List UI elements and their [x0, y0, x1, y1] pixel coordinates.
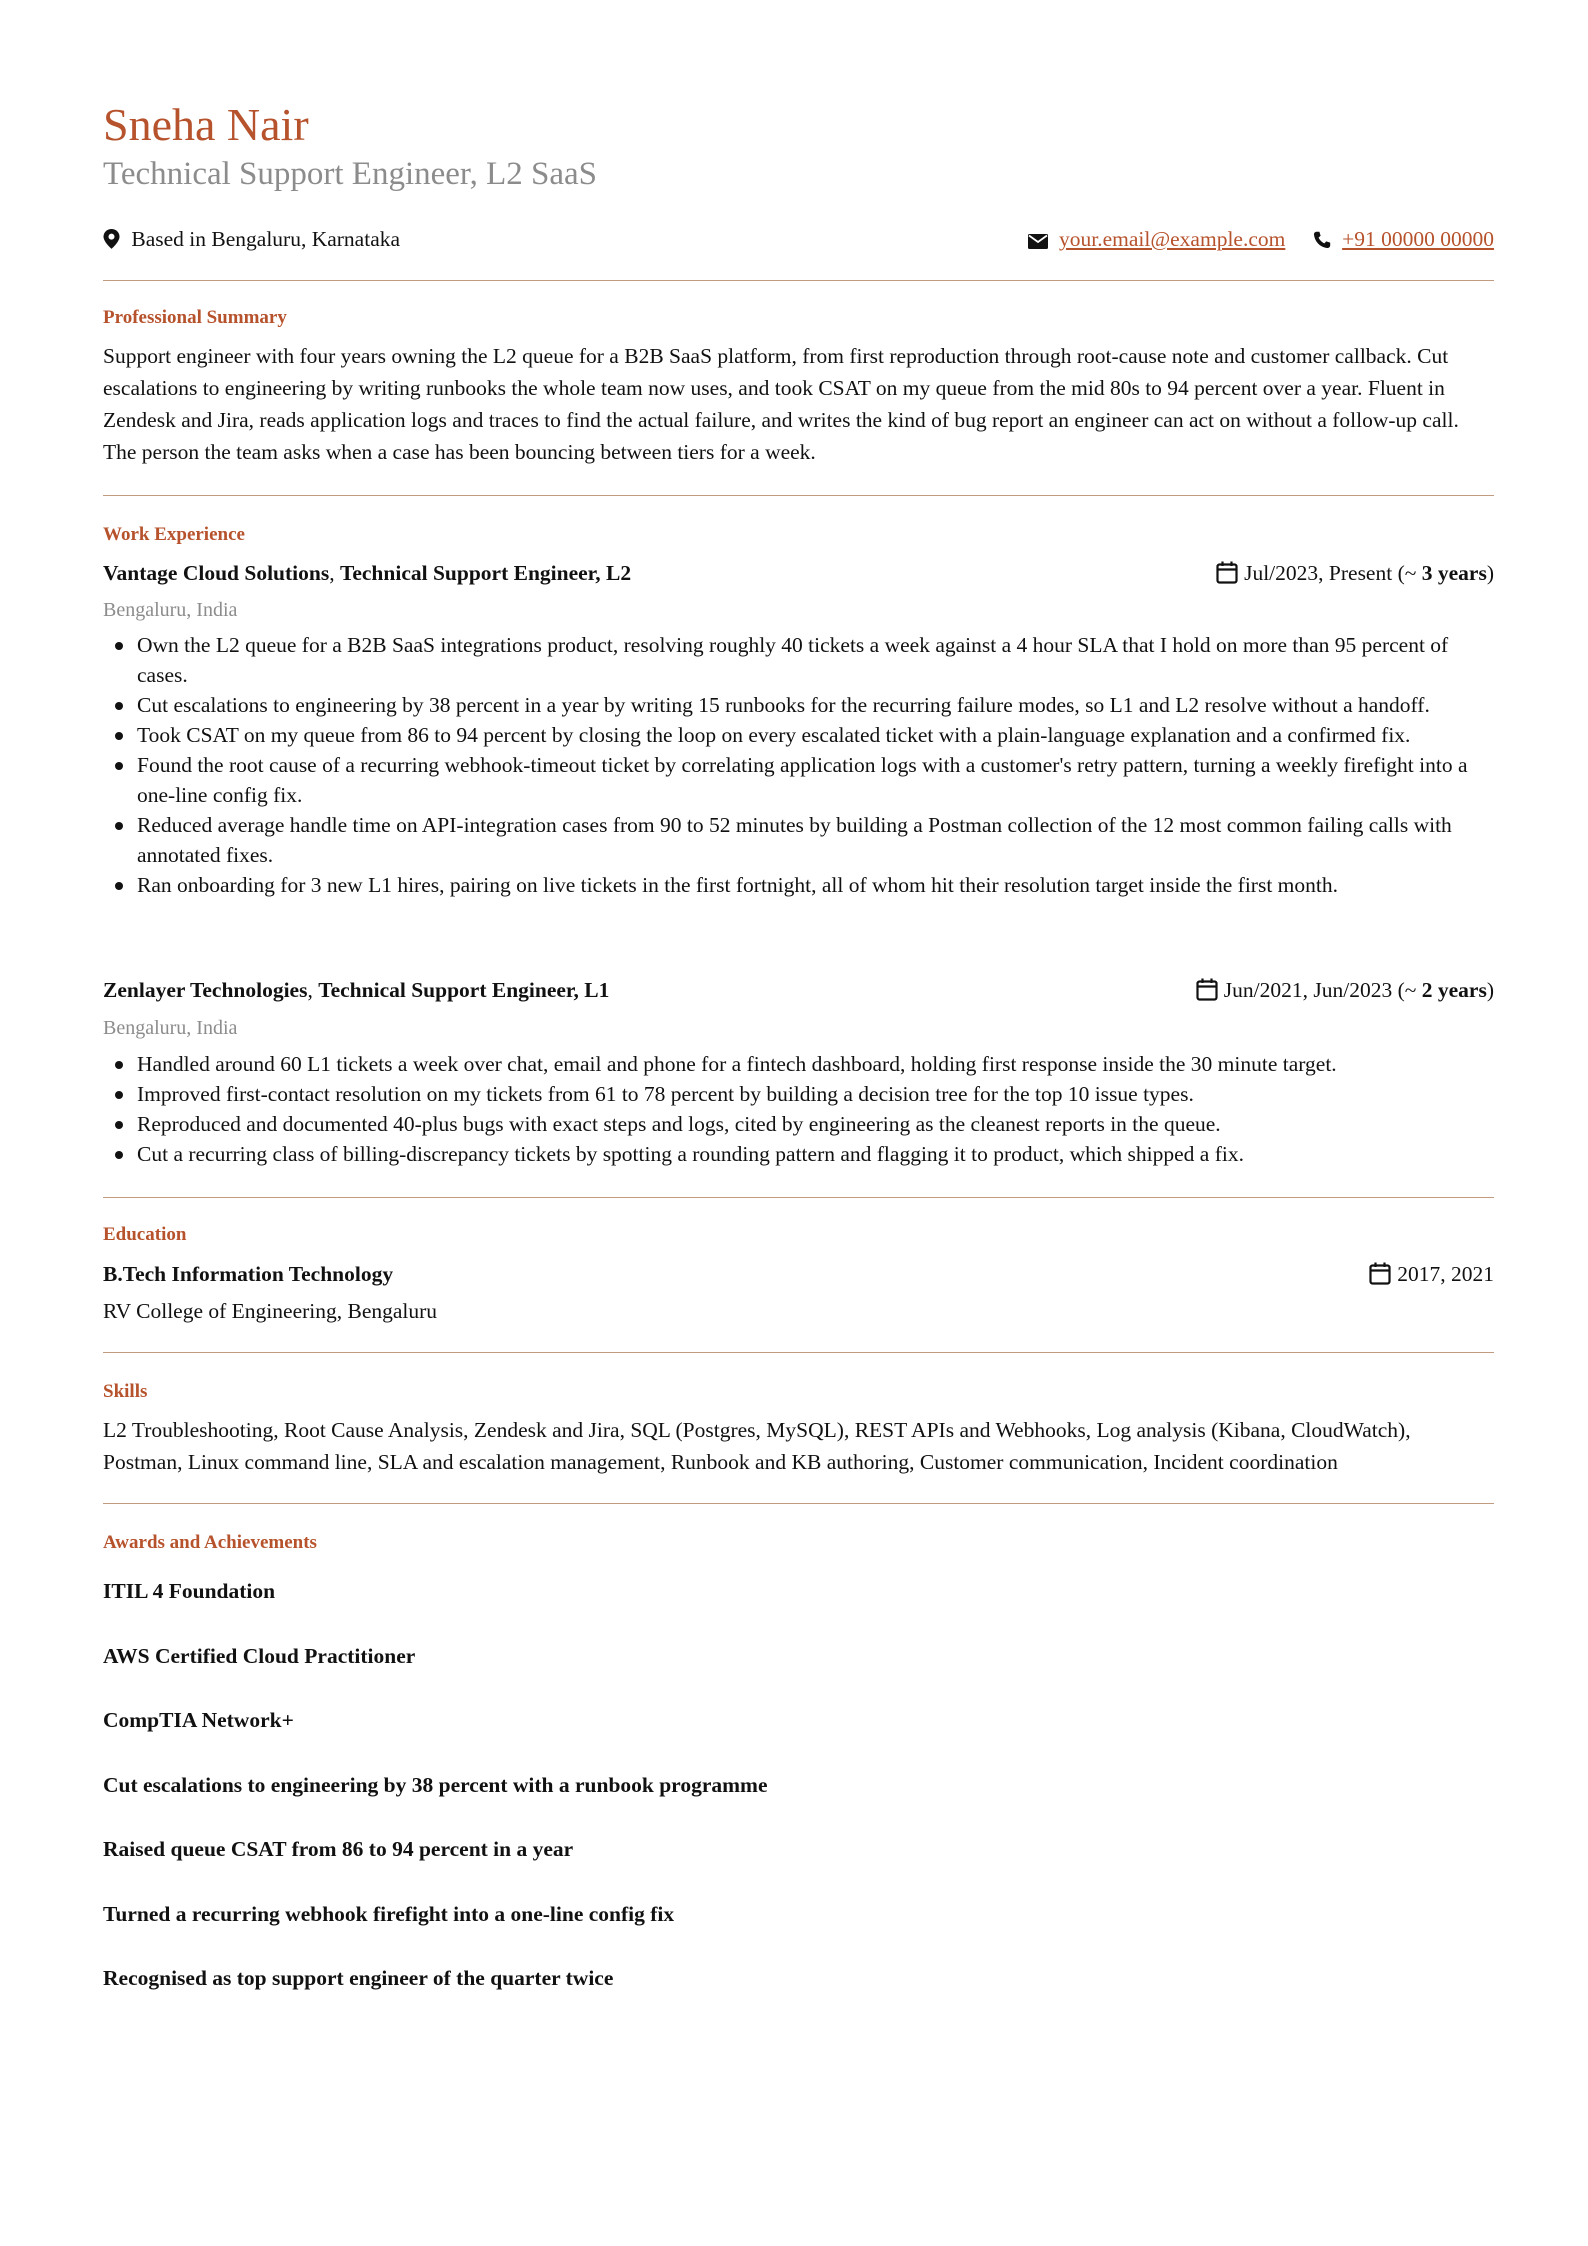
- list-item: Own the L2 queue for a B2B SaaS integrations product, resolving roughly 40 tickets a week against a 4 hour SLA that I hold on more than 95 percent of cases.: [137, 630, 1494, 690]
- job-bullets: [103, 630, 1494, 900]
- experience-heading: Work Experience: [103, 524, 245, 545]
- list-item: Cut a recurring class of billing-discrepancy tickets by spotting a rounding pattern and flagging it to product, which shipped a fix.: [137, 1139, 1494, 1169]
- job-duration: 2 years: [1421, 978, 1487, 1002]
- job-date-text: Jun/2021, Jun/2023 (~: [1223, 978, 1422, 1002]
- award-item: CompTIA Network+: [103, 1708, 294, 1732]
- list-item: Reproduced and documented 40-plus bugs with exact steps and logs, cited by engineering as the cleanest reports in the queue.: [137, 1109, 1494, 1139]
- skills-text: L2 Troubleshooting, Root Cause Analysis, Zendesk and Jira, SQL (Postgres, MySQL), REST APIs and Webhooks, Log analysis (Kibana, CloudWatch), Postman, Linux command line, SLA and escalation management, Runbook and KB authoring, Customer communication, Incident coordination: [103, 1418, 1411, 1474]
- education-dates: [1369, 1259, 1494, 1289]
- divider: [103, 1503, 1494, 1504]
- award-item: Raised queue CSAT from 86 to 94 percent in a year: [103, 1837, 574, 1861]
- job-date-close: ): [1486, 978, 1494, 1002]
- award-item: ITIL 4 Foundation: [103, 1579, 276, 1603]
- job-header: [103, 558, 1494, 588]
- divider: [103, 1197, 1494, 1198]
- list-item: Found the root cause of a recurring webhook-timeout ticket by correlating application logs with a customer's retry pattern, turning a weekly firefight into a one-line config fix.: [137, 750, 1494, 810]
- list-item: Reduced average handle time on API-integration cases from 90 to 52 minutes by building a Postman collection of the 12 most common failing calls with annotated fixes.: [137, 810, 1494, 870]
- institution-row: [103, 1296, 1494, 1326]
- contact-links: [1028, 224, 1494, 254]
- location-text: Based in Bengaluru, Karnataka: [131, 227, 401, 251]
- job-title: Technical Support Engineer, L2 SaaS: [103, 156, 597, 192]
- location-pin-icon: [103, 227, 125, 251]
- job-company: Zenlayer Technologies: [103, 978, 308, 1002]
- list-item: Improved first-contact resolution on my tickets from 61 to 78 percent by building a decision tree for the top 10 issue types.: [137, 1079, 1494, 1109]
- education-heading: Education: [103, 1224, 187, 1245]
- job-role: Technical Support Engineer, L2: [339, 561, 632, 585]
- email-link[interactable]: your.email@example.com: [1058, 227, 1286, 251]
- job-date-close: ): [1486, 561, 1494, 585]
- calendar-icon: [1196, 978, 1224, 1002]
- skills-heading: Skills: [103, 1381, 148, 1402]
- job-company: Vantage Cloud Solutions: [103, 561, 330, 585]
- job-role: Technical Support Engineer, L1: [318, 978, 610, 1002]
- education-years: 2017, 2021: [1397, 1262, 1494, 1286]
- award-item: AWS Certified Cloud Practitioner: [103, 1644, 416, 1668]
- institution: RV College of Engineering, Bengaluru: [103, 1299, 438, 1323]
- job-header: [103, 975, 1494, 1005]
- calendar-icon: [1369, 1262, 1397, 1286]
- phone-link[interactable]: +91 00000 00000: [1342, 227, 1494, 251]
- job-date-text: Jul/2023, Present (~: [1244, 561, 1422, 585]
- summary-text: Support engineer with four years owning the L2 queue for a B2B SaaS platform, from first reproduction through root-cause note and customer callback. Cut escalations to engineering by writing runbooks the whole team now uses, and took CSAT on my queue from the mid 80s to 94 percent over a year. Fluent in Zendesk and Jira, reads application logs and traces to find the actual failure, and writes the kind of bug report an engineer can act on without a follow-up call. The person the team asks when a case has been bouncing between tiers for a week.: [103, 344, 1459, 464]
- degree: B.Tech Information Technology: [103, 1262, 394, 1286]
- calendar-icon: [1216, 561, 1244, 585]
- envelope-icon: [1028, 227, 1053, 251]
- awards-heading: Awards and Achievements: [103, 1532, 317, 1553]
- job-bullets: [103, 1049, 1494, 1169]
- job-title-line: Vantage Cloud Solutions, Technical Support Engineer, L2: [103, 561, 632, 585]
- award-item: Recognised as top support engineer of the quarter twice: [103, 1966, 614, 1990]
- divider: [103, 1352, 1494, 1353]
- award-item: Turned a recurring webhook firefight into a one-line config fix: [103, 1902, 675, 1926]
- summary-heading: Professional Summary: [103, 307, 287, 328]
- job-duration: 3 years: [1421, 561, 1487, 585]
- award-item: Cut escalations to engineering by 38 percent with a runbook programme: [103, 1773, 768, 1797]
- job-title-line: Zenlayer Technologies, Technical Support Engineer, L1: [103, 978, 610, 1002]
- job-location: Bengaluru, India: [103, 599, 238, 621]
- education-header: [103, 1259, 1494, 1289]
- list-item: Cut escalations to engineering by 38 percent in a year by writing 15 runbooks for the recurring failure modes, so L1 and L2 resolve without a handoff.: [137, 690, 1494, 720]
- list-item: Handled around 60 L1 tickets a week over chat, email and phone for a fintech dashboard, holding first response inside the 30 minute target.: [137, 1049, 1494, 1079]
- location: [103, 224, 400, 254]
- candidate-name: Sneha Nair: [103, 99, 309, 150]
- list-item: Took CSAT on my queue from 86 to 94 percent by closing the loop on every escalated ticket with a plain-language explanation and a confirmed fix.: [137, 720, 1494, 750]
- job-dates: [1196, 975, 1494, 1005]
- phone-icon: [1313, 227, 1336, 251]
- divider: [103, 280, 1494, 281]
- contact-row: [103, 224, 1494, 254]
- list-item: Ran onboarding for 3 new L1 hires, pairing on live tickets in the first fortnight, all of whom hit their resolution target inside the first month.: [137, 870, 1494, 900]
- job-dates: [1216, 558, 1494, 588]
- job-location: Bengaluru, India: [103, 1017, 238, 1039]
- divider: [103, 495, 1494, 496]
